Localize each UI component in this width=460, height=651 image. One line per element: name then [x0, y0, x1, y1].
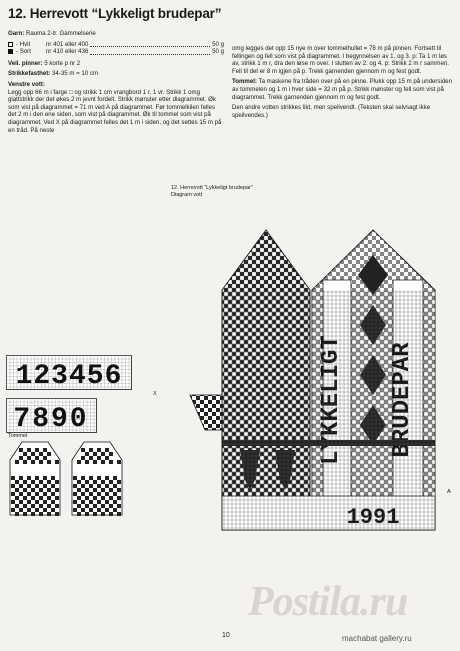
thumb-cell [85, 496, 89, 500]
thumb-cell [109, 480, 113, 484]
thumb-cell [31, 496, 35, 500]
thumb-cell [101, 504, 105, 508]
digits-row-2: 7890 [13, 404, 89, 435]
thumb-cell [55, 480, 59, 484]
thumb-cell [15, 512, 19, 516]
thumb-cell [31, 452, 35, 456]
instructions-paragraph: Den andre votten strikkes likt, men speilvendt. (Teksten skal selvsagt ikke speilvendes.) [232, 104, 431, 119]
thumb-cell [23, 496, 27, 500]
thumb-cell [113, 492, 117, 496]
section-title: Venstre vott: [8, 80, 45, 88]
page-number: 10 [222, 632, 230, 639]
thumb-cell [27, 476, 31, 480]
thumb-cell [101, 496, 105, 500]
thumb-cell [101, 460, 105, 464]
thumb-cell [15, 480, 19, 484]
thumb-cell [109, 504, 113, 508]
thumb-cell [117, 480, 121, 484]
thumb-cell [89, 492, 93, 496]
diagram-grid-overlay [222, 290, 435, 530]
color-amount: 50 g [212, 48, 224, 56]
thumb-cell [43, 508, 47, 512]
thumb-cell [105, 456, 109, 460]
thumb-cell [23, 480, 27, 484]
thumb-cell [35, 448, 39, 452]
needles-label: Veil. pinner: [8, 59, 43, 67]
thumb-cell [93, 496, 97, 500]
mitten-diagram [160, 200, 446, 640]
thumb-cell [55, 460, 59, 464]
thumb-cell [15, 496, 19, 500]
thumb-cell [15, 504, 19, 508]
thumb-cell [43, 492, 47, 496]
thumb-cell [39, 488, 43, 492]
thumb-cell [85, 460, 89, 464]
color-name: - Sort [16, 48, 31, 56]
thumb-cell [43, 500, 47, 504]
thumb-cell [93, 504, 97, 508]
thumb-cell [93, 452, 97, 456]
thumb-cell [117, 496, 121, 500]
thumb-cell [89, 500, 93, 504]
thumb-cell [39, 512, 43, 516]
thumb-cell [93, 512, 97, 516]
thumb-cell [39, 452, 43, 456]
thumb-cell [51, 508, 55, 512]
thumb-cell [89, 508, 93, 512]
digit-chart [6, 355, 136, 435]
thumb-cell [11, 508, 15, 512]
thumb-cell [73, 500, 77, 504]
thumb-cell [11, 500, 15, 504]
thumb-section-label: Tommel: [232, 78, 257, 86]
watermark-logo: Postila.ru [248, 579, 408, 625]
thumb-cell [89, 484, 93, 488]
thumb-cell [47, 460, 51, 464]
thumb-cell [55, 496, 59, 500]
thumb-cell [77, 480, 81, 484]
thumb-cell [19, 492, 23, 496]
thumb-cell [47, 496, 51, 500]
diagram-caption-line: Diagram vott [171, 191, 203, 198]
thumb-gusset [190, 395, 222, 430]
color-amount: 50 g [212, 40, 224, 48]
thumb-cell [109, 460, 113, 464]
thumb-cell [73, 508, 77, 512]
thumb-cell [51, 492, 55, 496]
thumb-cell [23, 512, 27, 516]
thumb-cell [89, 448, 93, 452]
dot-leader [90, 49, 210, 55]
thumb-chart [8, 440, 132, 520]
thumb-cell [39, 504, 43, 508]
color-row-black [8, 48, 224, 56]
thumb-cell [27, 500, 31, 504]
page-title: 12. Herrevott “Lykkeligt brudepar” [8, 6, 222, 21]
thumb-cell [73, 492, 77, 496]
thumb-cell [97, 492, 101, 496]
thumb-cell [109, 488, 113, 492]
thumb-cell [19, 476, 23, 480]
thumb-cell [11, 492, 15, 496]
thumb-cell [19, 508, 23, 512]
thumb-cell [43, 484, 47, 488]
thumb-cell [31, 460, 35, 464]
needles-value: 5 korte p nr 2 [44, 59, 81, 67]
thumb-cell [117, 460, 121, 464]
thumb-cell [43, 448, 47, 452]
thumb-cell [35, 508, 39, 512]
thumb-cell [97, 508, 101, 512]
thumb-cell [97, 456, 101, 460]
thumb-cell [47, 480, 51, 484]
thumb-cell [55, 504, 59, 508]
thumb-cell [93, 480, 97, 484]
thumb-cell [51, 484, 55, 488]
digits-row-1: 123456 [15, 361, 123, 392]
thumb-cell [27, 456, 31, 460]
color-name: - Hvit [16, 40, 31, 48]
thumb-cell [19, 456, 23, 460]
yarn-label: Garn: [8, 30, 25, 37]
thumb-cell [93, 460, 97, 464]
thumb-cell [117, 488, 121, 492]
thumb-cell [31, 512, 35, 516]
thumb-cell [23, 452, 27, 456]
thumb-cell [55, 488, 59, 492]
diagram-caption [171, 185, 253, 198]
thumb-cell [43, 456, 47, 460]
thumb-cell [77, 460, 81, 464]
thumb-cell [27, 508, 31, 512]
thumb-cell [97, 500, 101, 504]
thumb-cell [81, 484, 85, 488]
thumb-cell [11, 476, 15, 480]
thumb-cell [47, 504, 51, 508]
thumb-cell [39, 496, 43, 500]
thumb-cell [117, 504, 121, 508]
watermark-subtitle: machabat gallery.ru [342, 634, 412, 643]
thumb-cell [105, 508, 109, 512]
thumb-cell [105, 492, 109, 496]
instructions-right [232, 45, 454, 122]
thumb-cell [31, 504, 35, 508]
thumb-cell [105, 500, 109, 504]
instructions-paragraph: omg legges det opp 15 nye m over tommelhullet = 78 m på pinnen. Fortsett til fellingen og fell som vist på diagrammet. I begynnelsen av 1. og 3. p: Ta 1 m løs av, strikk 1 m r, dra den løse m over. I slutten av 2. og 4. p: Strikk 2 m r sammen. Fell til det er 8 m igjen på p. Trekk garnenden gjennom m og fest godt. [232, 45, 449, 75]
thumb-cell [85, 452, 89, 456]
thumb-cell [73, 484, 77, 488]
thumb-cell [11, 484, 15, 488]
thumb-cell [81, 500, 85, 504]
thumb-cell [39, 460, 43, 464]
thumb-cell [81, 448, 85, 452]
thumb-cell [109, 496, 113, 500]
thumb-cell [105, 448, 109, 452]
thumb-cell [35, 476, 39, 480]
thumb-label: Tommel [8, 433, 28, 439]
thumb-chart-cells [10, 442, 122, 516]
dot-leader [90, 41, 210, 47]
thumb-cell [101, 452, 105, 456]
black-swatch-icon [8, 49, 13, 54]
thumb-cell [81, 456, 85, 460]
thumb-cell [89, 476, 93, 480]
thumb-cell [97, 476, 101, 480]
thumb-cell [81, 508, 85, 512]
thumb-cell [109, 452, 113, 456]
thumb-cell [113, 476, 117, 480]
thumb-cell [105, 484, 109, 488]
thumb-cell [31, 480, 35, 484]
thumb-cell [109, 512, 113, 516]
marker-a: A [447, 489, 451, 495]
yarn-value: Rauma 2-tr. Gammelserie [25, 30, 96, 37]
color-number: nr 401 eller 400 [46, 40, 89, 48]
thumb-cell [35, 456, 39, 460]
thumb-cell [113, 484, 117, 488]
thumb-cell [97, 484, 101, 488]
thumb-cell [47, 488, 51, 492]
thumb-cell [27, 492, 31, 496]
thumb-cell [19, 448, 23, 452]
thumb-cell [43, 476, 47, 480]
thumb-cell [77, 504, 81, 508]
thumb-cell [101, 488, 105, 492]
thumb-cell [77, 488, 81, 492]
thumb-cell [35, 500, 39, 504]
color-row-white [8, 41, 224, 49]
gauge-label: Strikkefasthet: [8, 70, 51, 78]
thumb-cell [101, 480, 105, 484]
thumb-cell [85, 512, 89, 516]
thumb-cell [85, 480, 89, 484]
thumb-cell [15, 460, 19, 464]
diagram-caption-line: 12. Herrevott “Lykkeligt brudepar” [171, 185, 253, 191]
thumb-cell [39, 480, 43, 484]
thumb-cell [85, 488, 89, 492]
thumb-cell [35, 484, 39, 488]
thumb-cell [73, 476, 77, 480]
thumb-cell [15, 488, 19, 492]
thumb-cell [51, 500, 55, 504]
thumb-cell [113, 508, 117, 512]
thumb-cell [23, 460, 27, 464]
thumb-cell [77, 512, 81, 516]
thumb-cell [97, 448, 101, 452]
thumb-cell [81, 492, 85, 496]
thumb-cell [23, 504, 27, 508]
thumb-cell [27, 448, 31, 452]
thumb-cell [81, 476, 85, 480]
instructions-paragraph: Legg opp 66 m i farge □ og strikk 1 cm vrangbord 1 r. 1 vr. Strikk 1 omg glattstrikk der det økes 2 m jevnt fordelt. Strikk mønster etter diagrammet. Øk som vist på diagrammet = 71 m ved A på diagrammet. Før tommelkilen felles det 2 m i den ene siden, som vist på diagrammet. Øk til tommel som vist på diagrammet. Ved X på diagrammet felles det 1 m i siden, og det settes 15 m på en tråd. På neste [8, 88, 222, 134]
marker-x: X [153, 391, 157, 397]
thumb-cell [19, 500, 23, 504]
instructions-paragraph: Ta maskene fra tråden over på en pinne. Plukk opp 15 m på undersiden av tommelen og 1 m i hver side = 32 m på p. Strikk mønster og fell som vist på diagrammet. Trekk garnenden gjennom m og fest godt. [232, 78, 452, 101]
thumb-cell [31, 488, 35, 492]
thumb-cell [55, 512, 59, 516]
thumb-cell [93, 488, 97, 492]
thumb-cell [47, 452, 51, 456]
color-number: nr 410 eller 436 [46, 48, 89, 56]
thumb-cell [117, 512, 121, 516]
instructions-left [8, 30, 224, 137]
thumb-cell [23, 488, 27, 492]
thumb-cell [27, 484, 31, 488]
thumb-cell [113, 500, 117, 504]
thumb-cell [47, 512, 51, 516]
thumb-cell [19, 484, 23, 488]
white-swatch-icon [8, 42, 13, 47]
thumb-cell [77, 496, 81, 500]
gauge-value: 34-35 m = 10 cm [52, 70, 98, 78]
thumb-cell [85, 504, 89, 508]
thumb-cell [105, 476, 109, 480]
thumb-cell [35, 492, 39, 496]
thumb-cell [89, 456, 93, 460]
thumb-cell [51, 476, 55, 480]
thumb-cell [101, 512, 105, 516]
